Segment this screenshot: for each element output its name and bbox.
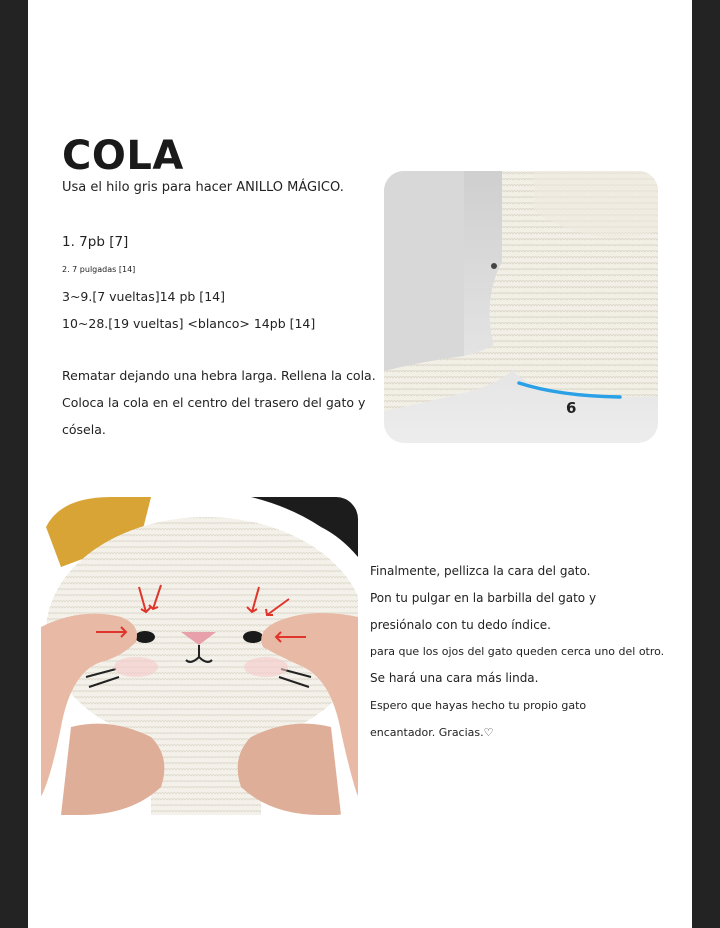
closing-line: Finalmente, pellizca la cara del gato. xyxy=(370,564,591,578)
intro-text: Usa el hilo gris para hacer ANILLO MÁGICO. xyxy=(62,180,344,195)
finishing-line: Coloca la cola en el centro del trasero del gato y xyxy=(62,395,366,410)
face-pinch-illustration xyxy=(41,497,358,815)
face-pinch-photo xyxy=(41,497,358,815)
closing-line: presiónalo con tu dedo índice. xyxy=(370,618,551,632)
step-row: 1. 7pb [7] xyxy=(62,234,129,250)
finishing-line: Rematar dejando una hebra larga. Rellena la cola. xyxy=(62,368,376,383)
step-row: 2. 7 pulgadas [14] xyxy=(62,265,136,274)
closing-line: Espero que hayas hecho tu propio gato xyxy=(370,699,587,712)
finishing-line: cósela. xyxy=(62,422,106,437)
closing-line: para que los ojos del gato queden cerca uno del otro. xyxy=(370,645,665,658)
tail-photo xyxy=(384,171,658,443)
tail-photo-illustration xyxy=(384,171,658,443)
measure-label: 6 xyxy=(566,399,577,417)
step-row: 10~28.[19 vueltas] <blanco> 14pb [14] xyxy=(62,316,316,331)
closing-line: Se hará una cara más linda. xyxy=(370,671,539,685)
section-title: COLA xyxy=(62,133,184,179)
step-row: 3~9.[7 vueltas]14 pb [14] xyxy=(62,289,225,304)
document-page xyxy=(28,0,692,928)
closing-line: encantador. Gracias.♡ xyxy=(370,726,494,739)
closing-line: Pon tu pulgar en la barbilla del gato y xyxy=(370,591,597,605)
